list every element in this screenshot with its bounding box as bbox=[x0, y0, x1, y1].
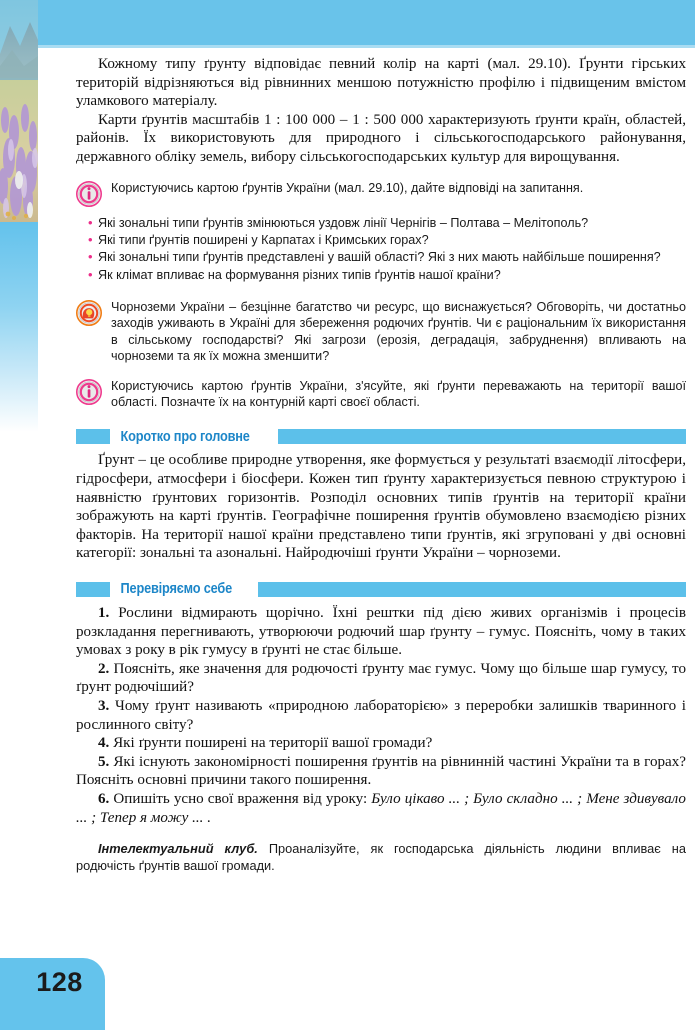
header-bar-left bbox=[76, 582, 110, 597]
intro-paragraph-1: Кожному типу ґрунту відповідає певний колір на карті (мал. 29.10). Ґрунти гірських територій відрізняються від рівнинних меншою потужністю профілю і підвищеним вмістом уламкового матеріалу. bbox=[76, 56, 686, 110]
section-title: Коротко про головне bbox=[120, 428, 250, 445]
question-text: Поясніть, яке значення для родючості ґрунту має гумус. Чому що більше шар гумусу, то ґрунт родючіший? bbox=[76, 660, 686, 696]
top-blue-banner bbox=[0, 0, 695, 45]
intellectual-club-paragraph bbox=[76, 841, 686, 874]
page-content bbox=[76, 55, 686, 874]
question-number: 2. bbox=[98, 660, 110, 677]
callout-outline-map-text: Користуючись картою ґрунтів України, з'ясуйте, які ґрунти переважають на території вашої області. Позначте їх на контурній карті своєї області. bbox=[111, 379, 686, 410]
list-item bbox=[76, 604, 686, 660]
list-item bbox=[76, 660, 686, 697]
section-header-summary bbox=[76, 428, 686, 445]
callout-map-task bbox=[76, 180, 686, 207]
list-item bbox=[76, 697, 686, 734]
list-item bbox=[76, 267, 686, 283]
question-italic-text: Було цікаво ... ; Було складно ... ; Мене здивувало ... ; Тепер я можу ... . bbox=[76, 790, 686, 826]
question-text: Які ґрунти поширені на території вашої громади? bbox=[109, 735, 433, 752]
list-item bbox=[76, 215, 686, 231]
map-questions-list bbox=[76, 215, 686, 284]
section-title: Перевіряємо себе bbox=[120, 581, 233, 598]
info-icon bbox=[76, 181, 102, 207]
header-bar-left bbox=[76, 429, 110, 444]
list-item bbox=[76, 232, 686, 248]
bullet-icon: • bbox=[88, 249, 93, 265]
question-number: 1. bbox=[98, 604, 110, 621]
question-text: Які існують закономірності поширення ґрунтів на рівнинній частині України та в горах? Поясніть основні причини такого поширення. bbox=[76, 753, 686, 789]
info-icon bbox=[76, 379, 102, 405]
bullet-icon: • bbox=[88, 231, 93, 247]
head-lightbulb-icon bbox=[76, 300, 102, 326]
question-number: 4. bbox=[98, 735, 110, 752]
question-text: Як клімат впливає на формування різних типів ґрунтів нашої країни? bbox=[98, 267, 501, 282]
mountain-crocus-photo bbox=[0, 0, 38, 222]
list-item bbox=[76, 753, 686, 790]
selfcheck-questions bbox=[76, 604, 686, 827]
question-number: 3. bbox=[98, 697, 110, 714]
callout-outline-map bbox=[76, 378, 686, 410]
question-text: Які зональні типи ґрунтів змінюються уздовж лінії Чернігів – Полтава – Мелітополь? bbox=[98, 215, 589, 230]
callout-map-text: Користуючись картою ґрунтів України (мал. 29.10), дайте відповіді на запитання. bbox=[111, 180, 584, 195]
bullet-icon: • bbox=[88, 266, 93, 282]
blue-gradient-strip bbox=[0, 222, 38, 432]
top-banner-shadow bbox=[0, 45, 695, 48]
question-text: Які типи ґрунтів поширені у Карпатах і Кримських горах? bbox=[98, 232, 429, 247]
club-text: Проаналізуйте, як господарська діяльність людини впливає на родючість ґрунтів вашої громади. bbox=[76, 841, 686, 873]
page-number: 128 bbox=[36, 966, 83, 997]
callout-discussion-text: Чорноземи України – безцінне багатство чи ресурс, що виснажується? Обговоріть, чи достатньо заходів уживають в Україні для збереження родючих ґрунтів. Чи є раціональним їх використання в сільському господарстві? Які загрози (ерозія, деградація, забруднення) впливають на чорноземи та як їх можна зменшити? bbox=[111, 300, 686, 363]
question-text: Рослини відмирають щорічно. Їхні рештки під дією живих організмів і процесів розкладання перегнивають, утворюючи родючий шар ґрунту – гумус. Поясніть, чому в таких умовах з року в рік гумусу в ґрунті не стає більше. bbox=[76, 604, 686, 659]
header-bar-right bbox=[258, 582, 686, 597]
list-item bbox=[76, 790, 686, 827]
question-text: Які зональні типи ґрунтів представлені у вашій області? Які з них мають найбільше поширення? bbox=[98, 250, 661, 265]
question-number: 6. bbox=[98, 790, 110, 807]
bullet-icon: • bbox=[88, 214, 93, 230]
intro-paragraph-2: Карти ґрунтів масштабів 1 : 100 000 – 1 : 500 000 характеризують ґрунти країн, областей, районів. Їх використовують для природного і сільськогосподарського районування, державного обліку земель, вибору сільськогосподарських культур для вирощування. bbox=[76, 111, 686, 165]
question-number: 5. bbox=[98, 753, 110, 770]
club-name: Інтелектуальний клуб. bbox=[98, 841, 258, 857]
callout-discussion bbox=[76, 299, 686, 364]
section-header-selfcheck bbox=[76, 581, 686, 598]
list-item bbox=[76, 734, 686, 753]
header-bar-right bbox=[278, 429, 686, 444]
list-item bbox=[76, 249, 686, 265]
question-text: Опишіть усно свої враження від уроку: bbox=[109, 790, 372, 807]
summary-paragraph: Ґрунт – це особливе природне утворення, яке формується у результаті взаємодії літосфери, гідросфери, атмосфери і біосфери. Кожен тип ґрунту характеризується певною структурою і наявністю ґрунтових горизонтів. Розподіл основних типів ґрунтів на території країни зображують на карті ґрунтів. Географічне поширення ґрунтів обумовлено взаємодією різних факторів. На території нашої країни представлено типи ґрунтів, які згруповані у дві основні категорії: зональні та азональні. Найродючіші ґрунти України – чорноземи. bbox=[76, 452, 686, 562]
question-text: Чому ґрунт називають «природною лабораторією» з переробки залишків тваринного і рослинного світу? bbox=[76, 697, 686, 733]
